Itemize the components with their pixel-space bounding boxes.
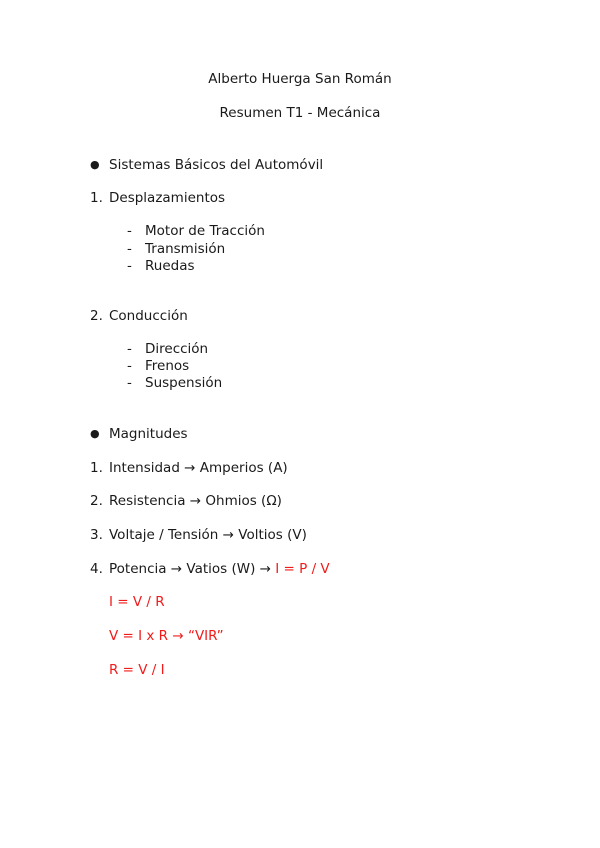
list-item-conduccion: Conducción [109, 308, 188, 324]
author-name: Alberto Huerga San Román [208, 71, 392, 87]
magnitude-potencia [109, 560, 330, 578]
section-heading-magnitudes: Magnitudes [109, 426, 188, 442]
dash-marker: - [127, 258, 132, 274]
list-item-desplazamientos: Desplazamientos [109, 190, 226, 206]
potencia-formula: I = P / V [275, 561, 330, 577]
sub-item: Frenos [145, 358, 190, 374]
magnitude-intensidad: Intensidad → Amperios (A) [109, 460, 288, 476]
dash-marker: - [127, 223, 132, 239]
potencia-text: Potencia → Vatios (W) → [109, 561, 276, 577]
dash-marker: - [127, 241, 132, 257]
sub-item: Transmisión [145, 241, 226, 257]
list-number: 2. [90, 308, 103, 324]
bullet-icon: ● [90, 427, 100, 440]
sub-item: Motor de Tracción [145, 223, 265, 239]
list-number: 3. [90, 527, 103, 543]
list-number: 1. [90, 460, 103, 476]
section-heading-sistemas: Sistemas Básicos del Automóvil [109, 157, 324, 173]
list-number: 4. [90, 561, 103, 577]
list-number: 1. [90, 190, 103, 206]
bullet-icon: ● [90, 158, 100, 171]
dash-marker: - [127, 375, 132, 391]
document-title: Resumen T1 - Mecánica [219, 105, 381, 121]
list-number: 2. [90, 493, 103, 509]
dash-marker: - [127, 358, 132, 374]
magnitude-resistencia: Resistencia → Ohmios (Ω) [109, 493, 282, 509]
formula-vir: V = I x R → “VIR” [109, 628, 224, 644]
dash-marker: - [127, 341, 132, 357]
magnitude-voltaje: Voltaje / Tensión → Voltios (V) [109, 527, 307, 543]
sub-item: Suspensión [145, 375, 223, 391]
formula-intensidad: I = V / R [109, 594, 165, 610]
sub-item: Dirección [145, 341, 209, 357]
formula-resistencia: R = V / I [109, 662, 165, 678]
sub-item: Ruedas [145, 258, 195, 274]
